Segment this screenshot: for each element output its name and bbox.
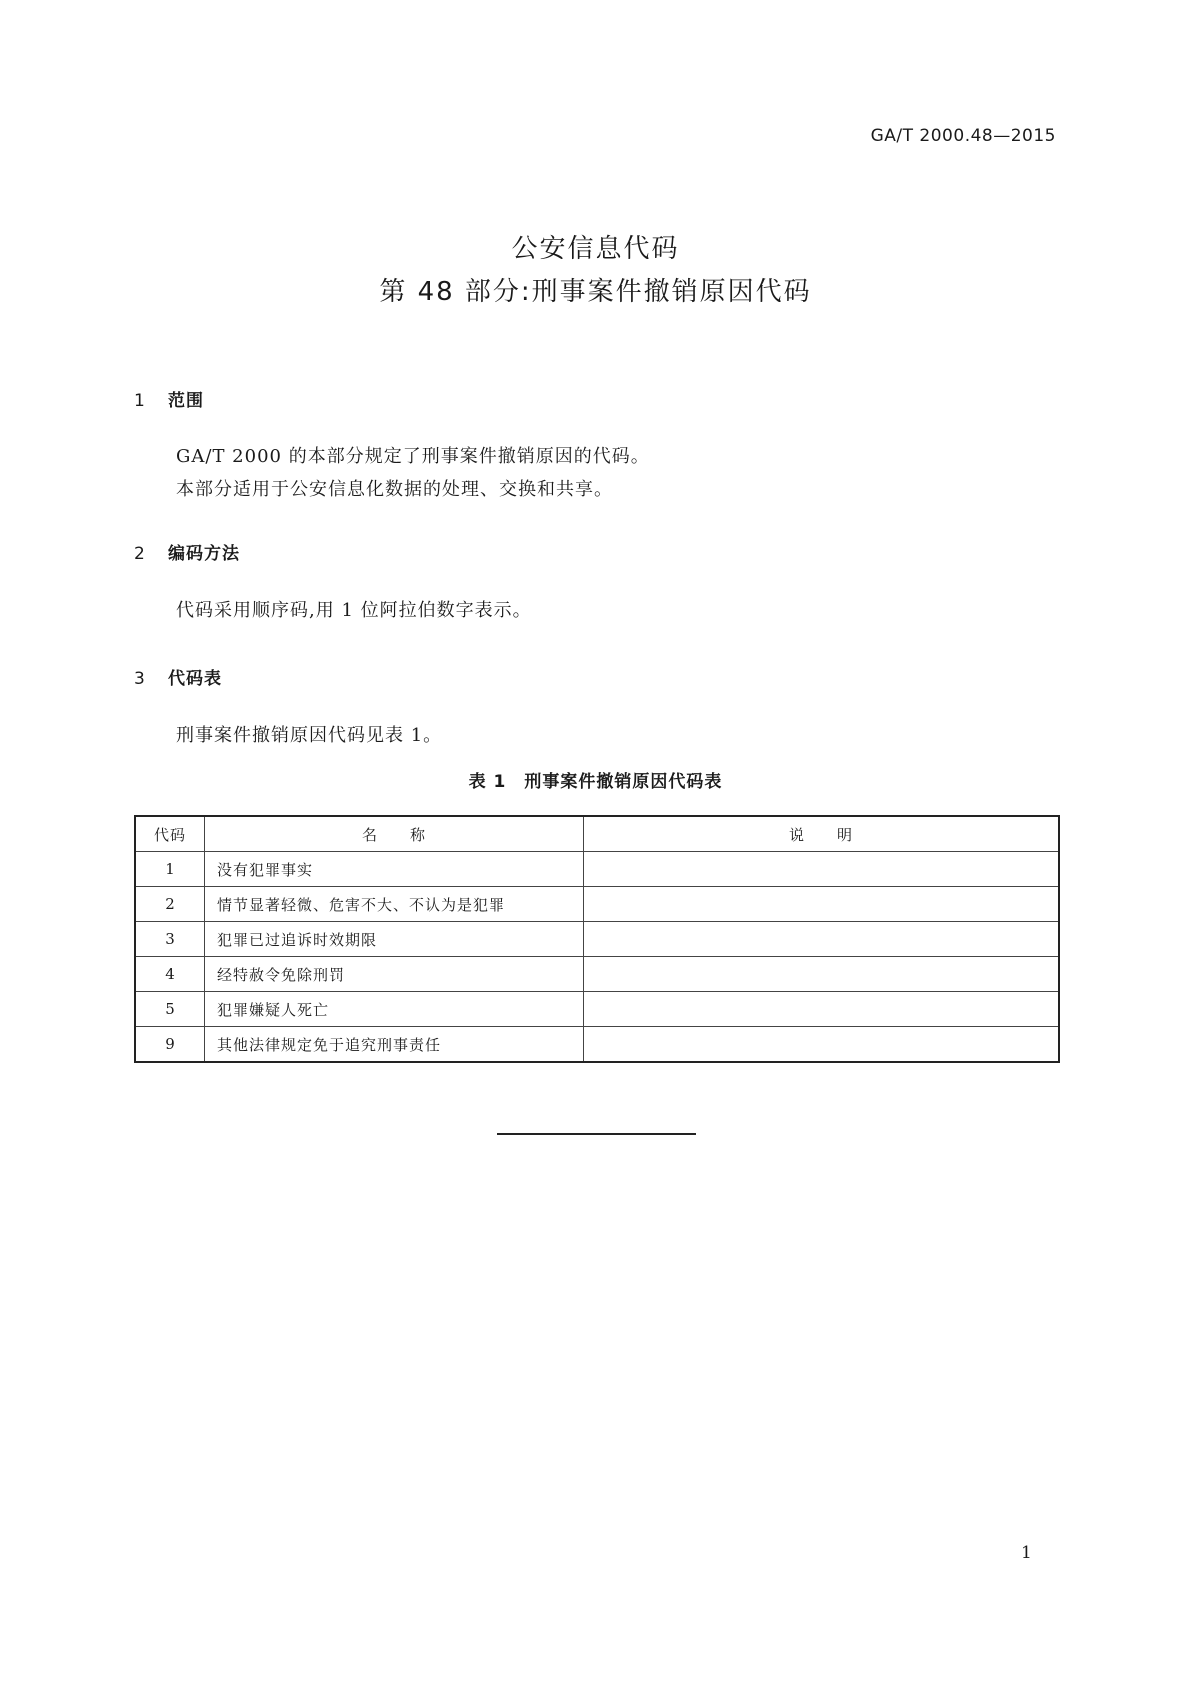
paragraph: 本部分适用于公安信息化数据的处理、交换和共享。 [176, 479, 613, 500]
section-number: 3 [134, 669, 146, 689]
cell-code: 1 [135, 852, 205, 887]
header-description: 说 明 [584, 816, 1060, 852]
cell-description [584, 957, 1060, 992]
section-number: 2 [134, 544, 146, 564]
table-caption-title: 刑事案件撤销原因代码表 [524, 772, 723, 792]
table-caption-number: 表 1 [468, 772, 507, 792]
cell-code: 2 [135, 887, 205, 922]
paragraph: 刑事案件撤销原因代码见表 1。 [176, 725, 443, 746]
section-heading-scope [134, 386, 204, 411]
cell-code: 3 [135, 922, 205, 957]
page-number: 1 [1021, 1543, 1032, 1563]
section-heading-encoding [134, 539, 240, 564]
paragraph: GA/T 2000 的本部分规定了刑事案件撤销原因的代码。 [176, 446, 650, 467]
cell-description [584, 852, 1060, 887]
table-header-row [135, 816, 1059, 852]
cell-description [584, 1027, 1060, 1063]
table-caption [0, 767, 1191, 792]
section-title: 代码表 [168, 669, 222, 689]
cell-name: 经特赦令免除刑罚 [205, 957, 584, 992]
standard-code: GA/T 2000.48—2015 [870, 126, 1056, 146]
document-subtitle: 第 48 部分:刑事案件撤销原因代码 [379, 277, 812, 307]
cell-name: 情节显著轻微、危害不大、不认为是犯罪 [205, 887, 584, 922]
cell-name: 犯罪已过追诉时效期限 [205, 922, 584, 957]
cell-description [584, 887, 1060, 922]
section-number: 1 [134, 391, 146, 411]
paragraph: 代码采用顺序码,用 1 位阿拉伯数字表示。 [176, 600, 532, 621]
table-row [135, 922, 1059, 957]
code-table [134, 815, 1060, 1063]
cell-code: 4 [135, 957, 205, 992]
table-row [135, 1027, 1059, 1063]
table-row [135, 887, 1059, 922]
end-of-document-rule [497, 1133, 696, 1135]
cell-name: 犯罪嫌疑人死亡 [205, 992, 584, 1027]
section-title: 编码方法 [168, 544, 240, 564]
header-name: 名 称 [205, 816, 584, 852]
cell-code: 5 [135, 992, 205, 1027]
section-heading-code-table [134, 664, 222, 689]
table-row [135, 957, 1059, 992]
table-row [135, 992, 1059, 1027]
header-code: 代码 [135, 816, 205, 852]
document-title: 公安信息代码 [511, 234, 680, 264]
section-title: 范围 [168, 391, 204, 411]
cell-name: 没有犯罪事实 [205, 852, 584, 887]
cell-code: 9 [135, 1027, 205, 1063]
cell-description [584, 992, 1060, 1027]
cell-description [584, 922, 1060, 957]
table-row [135, 852, 1059, 887]
cell-name: 其他法律规定免于追究刑事责任 [205, 1027, 584, 1063]
